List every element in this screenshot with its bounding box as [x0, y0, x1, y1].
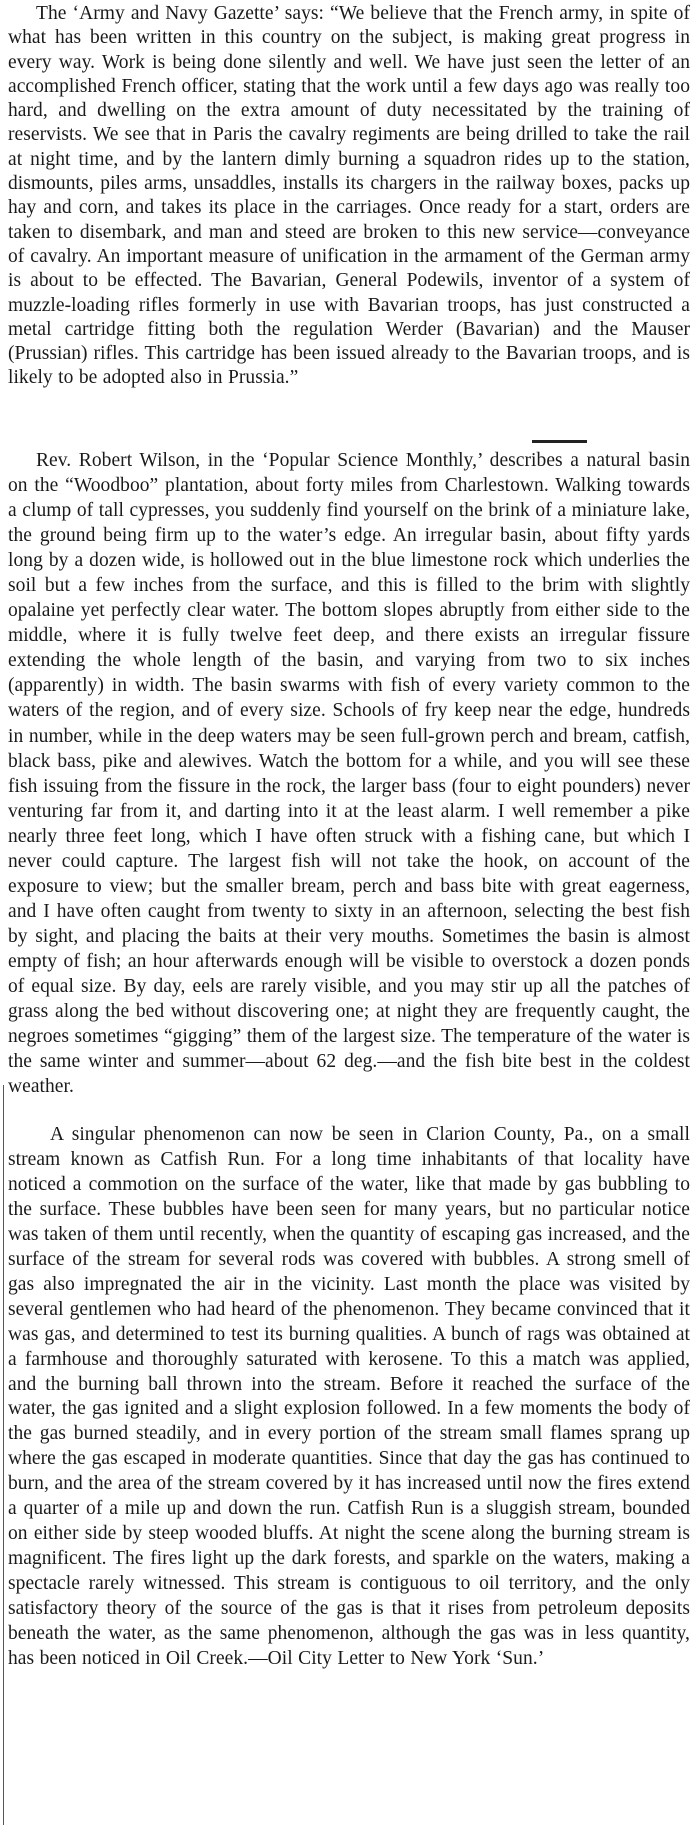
article-paragraph: A singular phenomenon can now be seen in Clarion County, Pa., on a small stream known as Catfish Run. For a long time inhabitants of that locality have noticed a commotion on the surface of the water, like that made by gas bubbling to the surface. These bubbles have been seen for many years, but no particular notice was taken of them until recently, when the quantity of escaping gas increased, and the surface of the stream for several rods was covered with bubbles. A strong smell of gas also impregnated the air in the vicinity. Last month the place was visited by several gentlemen who had heard of the phenomenon. They became convinced that it was gas, and determined to test its burning qualities. A bunch of rags was obtained at a farmhouse and thoroughly saturated with kerosene. To this a match was applied, and the burning ball thrown into the stream. Before it reached the surface of the water, the gas ignited and a slight explosion followed. In a few moments the body of the gas burned steadily, and in every portion of the stream small flames sprang up where the gas escaped in moderate quantities. Since that day the gas has continued to burn, and the area of the stream covered by it has increased until now the fires extend a quarter of a mile up and down the run. Catfish Run is a sluggish stream, bounded on either side by steep wooded bluffs. At night the scene along the burning stream is magnificent. The fires light up the dark forests, and sparkle on the waters, making a spectacle rarely witnessed. This stream is contiguous to oil territory, and the only satisfactory theory of the source of the gas is that it rises from petroleum deposits beneath the water, as the same phenomenon, although the gas was in less quantity, has been noticed in Oil Creek.—Oil City Letter to New York ‘Sun.’ — [8, 1124, 690, 1670]
article-paragraph: The ‘Army and Navy Gazette’ says: “We believe that the French army, in spite of what has been written in this country on the subject, is making great progress in every way. Work is being done silently and well. We have just seen the letter of an accomplished French officer, stating that the work until a few days ago was really too hard, and dwelling on the extra amount of duty necessitated by the training of reservists. We see that in Paris the cavalry regiments are being drilled to take the rail at night time, and by the lantern dimly burning a squadron rides up to the station, dismounts, piles arms, unsaddles, installs its chargers in the railway boxes, packs up hay and corn, and takes its place in the carriages. Once ready for a start, orders are taken to disembark, and man and steed are broken to this new service—conveyance of cavalry. An important measure of unification in the armament of the German army is about to be effected. The Bavarian, General Podewils, inventor of a system of muzzle-loading rifles formerly in use with Bavarian troops, has just constructed a metal cartridge fitting both the regulation Werder (Bavarian) and the Mauser (Prussian) rifles. This cartridge has been issued already to the Bavarian troops, and is likely to be adopted also in Prussia.” — [8, 3, 690, 389]
column-rule — [532, 440, 587, 443]
article-catfish-run — [8, 1123, 690, 1672]
article-paragraph: Rev. Robert Wilson, in the ‘Popular Science Monthly,’ describes a natural basin on the “Woodboo” plantation, about forty miles from Charlestown. Walking towards a clump of tall cypresses, you suddenly find yourself on the brink of a miniature lake, the ground being firm up to the water’s edge. An irregular basin, about fifty yards long by a dozen wide, is hollowed out in the blue limestone rock which underlies the soil but a few inches from the surface, and this is filled to the brim with slightly opalaine yet perfectly clear water. The bottom slopes abruptly from either side to the middle, where it is fully twelve feet deep, and there exists an irregular fissure extending the whole length of the basin, and varying from two to six inches (apparently) in width. The basin swarms with fish of every variety common to the waters of the region, and of every size. Schools of fry keep near the edge, hundreds in number, while in the deep waters may be seen full-grown perch and bream, catfish, black bass, pike and alewives. Watch the bottom for a while, and you will see these fish issuing from the fissure in the rock, the larger bass (four to eight pounders) never venturing far from it, and darting into it at the least alarm. I well remember a pike nearly three feet long, which I have often struck with a fishing cane, but which I never could capture. The largest fish will not take the hook, on account of the exposure to view; but the smaller bream, perch and bass bite with great eagerness, and I have often caught from twenty to sixty in an afternoon, selecting the best fish by sight, and placing the baits at their very mouths. Sometimes the basin is almost empty of fish; an hour afterwards enough will be visible to overstock a dozen ponds of equal size. By day, eels are rarely visible, and you may stir up all the patches of grass along the bed without discovering one; at night they are frequently caught, the negroes sometimes “gigging” them of the largest size. The temperature of the water is the same winter and summer—about 62 deg.—and the fish bite best in the coldest weather. — [8, 450, 690, 1098]
article-army-navy-gazette — [8, 2, 690, 391]
article-natural-basin — [8, 448, 690, 1099]
margin-edge-line — [3, 1085, 4, 1825]
